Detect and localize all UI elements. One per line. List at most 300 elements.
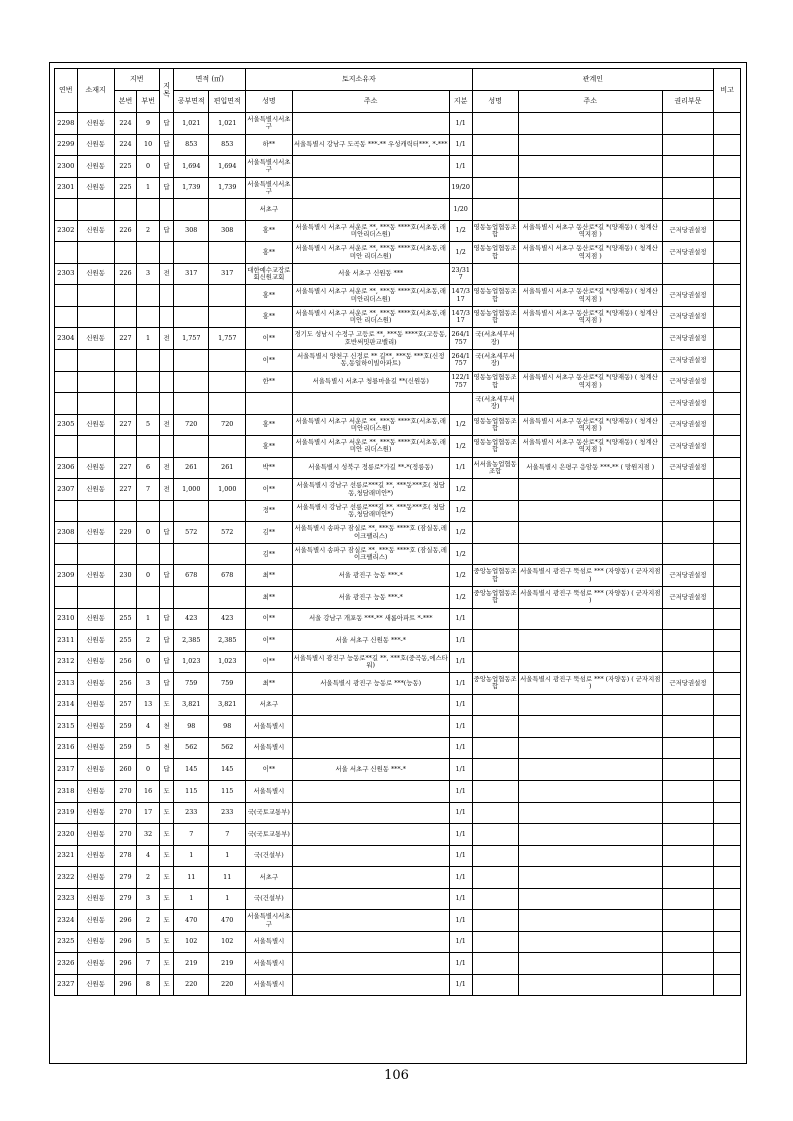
cell-rel-name: 영동농업협동조합	[472, 414, 518, 436]
cell-owner-address	[292, 694, 449, 716]
cell-remarks	[714, 802, 741, 824]
cell-incorporated-area	[209, 587, 246, 609]
cell-land-category: 답	[159, 630, 173, 652]
cell-remarks	[714, 522, 741, 544]
cell-main-no: 230	[114, 565, 137, 587]
cell-share: 1/1	[449, 156, 472, 178]
cell-main-no: 255	[114, 630, 137, 652]
header-land-category: 지목	[159, 69, 173, 113]
cell-rel-right	[662, 759, 713, 781]
cell-rel-name	[472, 824, 518, 846]
cell-row-no: 2322	[55, 867, 78, 889]
cell-rel-address	[518, 910, 662, 932]
cell-row-no	[55, 436, 78, 458]
cell-rel-name: 영동농업협동조합	[472, 220, 518, 242]
cell-location: 신원동	[77, 630, 114, 652]
cell-public-area	[174, 242, 209, 264]
cell-owner-name: 정**	[246, 500, 292, 522]
page-number: 106	[384, 1068, 409, 1083]
cell-remarks	[714, 694, 741, 716]
header-sub-no: 부번	[137, 91, 160, 113]
cell-incorporated-area	[209, 543, 246, 565]
cell-rel-right: 근저당권설정	[662, 350, 713, 372]
cell-owner-address	[292, 845, 449, 867]
cell-rel-address	[518, 694, 662, 716]
cell-owner-address: 서울특별시 성북구 정릉로*가길 **-*(정릉동)	[292, 457, 449, 479]
cell-owner-address	[292, 931, 449, 953]
table-row	[55, 500, 741, 522]
cell-location: 신원동	[77, 457, 114, 479]
cell-rel-name	[472, 910, 518, 932]
cell-rel-address	[518, 113, 662, 135]
cell-rel-name	[472, 113, 518, 135]
cell-land-category	[159, 350, 173, 372]
cell-public-area: 317	[174, 263, 209, 285]
cell-rel-address	[518, 888, 662, 910]
cell-share: 147/317	[449, 285, 472, 307]
cell-main-no	[114, 500, 137, 522]
cell-rel-address: 서울특별시 광진구 뚝섬로 *** (자양동) ( 군자지점 )	[518, 673, 662, 695]
cell-rel-address: 서울특별시 광진구 뚝섬로 *** (자양동) ( 군자지점 )	[518, 565, 662, 587]
cell-incorporated-area	[209, 285, 246, 307]
cell-sub-no	[137, 199, 160, 221]
cell-main-no: 260	[114, 759, 137, 781]
cell-location	[77, 371, 114, 393]
cell-rel-name	[472, 156, 518, 178]
cell-location: 신원동	[77, 673, 114, 695]
cell-main-no	[114, 436, 137, 458]
cell-remarks	[714, 479, 741, 501]
cell-rel-address	[518, 134, 662, 156]
cell-main-no: 256	[114, 651, 137, 673]
cell-owner-name: 서울특별시	[246, 953, 292, 975]
cell-share: 1/1	[449, 953, 472, 975]
cell-owner-name: 서초구	[246, 867, 292, 889]
cell-row-no: 2316	[55, 737, 78, 759]
land-registry-table	[54, 68, 741, 996]
cell-public-area: 308	[174, 220, 209, 242]
cell-incorporated-area	[209, 393, 246, 415]
cell-public-area	[174, 393, 209, 415]
cell-incorporated-area: 233	[209, 802, 246, 824]
cell-owner-address: 경기도 성남시 수정구 고등로 **, ***동 ****호(고등동,호반써밋판교밸리)	[292, 328, 449, 350]
cell-land-category: 도	[159, 953, 173, 975]
cell-share: 1/1	[449, 134, 472, 156]
cell-public-area: 1,000	[174, 479, 209, 501]
table-row	[55, 134, 741, 156]
cell-incorporated-area: 1,021	[209, 113, 246, 135]
cell-main-no: 224	[114, 134, 137, 156]
cell-rel-address	[518, 931, 662, 953]
cell-row-no: 2315	[55, 716, 78, 738]
cell-incorporated-area	[209, 500, 246, 522]
table-row	[55, 673, 741, 695]
table-row	[55, 522, 741, 544]
cell-share: 1/1	[449, 802, 472, 824]
cell-rel-name: 영동농업협동조합	[472, 371, 518, 393]
cell-rel-name: 서서울농업협동조합	[472, 457, 518, 479]
cell-owner-name: 국(국토교통부)	[246, 824, 292, 846]
cell-land-category	[159, 436, 173, 458]
cell-incorporated-area	[209, 350, 246, 372]
cell-remarks	[714, 113, 741, 135]
cell-remarks	[714, 824, 741, 846]
cell-main-no: 225	[114, 177, 137, 199]
cell-share: 1/1	[449, 457, 472, 479]
cell-sub-no: 6	[137, 457, 160, 479]
cell-land-category: 답	[159, 759, 173, 781]
cell-share: 122/1757	[449, 371, 472, 393]
cell-remarks	[714, 436, 741, 458]
cell-incorporated-area: 759	[209, 673, 246, 695]
cell-remarks	[714, 263, 741, 285]
cell-remarks	[714, 500, 741, 522]
cell-owner-address	[292, 199, 449, 221]
cell-rel-address	[518, 953, 662, 975]
cell-land-category: 도	[159, 780, 173, 802]
cell-sub-no	[137, 242, 160, 264]
cell-rel-right: 근저당권설정	[662, 587, 713, 609]
cell-owner-address: 서울 서초구 신원동 ***	[292, 263, 449, 285]
cell-location	[77, 199, 114, 221]
cell-incorporated-area	[209, 242, 246, 264]
table-row	[55, 263, 741, 285]
cell-incorporated-area: 11	[209, 867, 246, 889]
table-row	[55, 953, 741, 975]
cell-public-area	[174, 587, 209, 609]
table-row	[55, 199, 741, 221]
cell-location: 신원동	[77, 737, 114, 759]
cell-rel-right	[662, 479, 713, 501]
cell-owner-name: 서울특별시서초구	[246, 177, 292, 199]
cell-owner-address	[292, 974, 449, 996]
cell-row-no	[55, 393, 78, 415]
cell-remarks	[714, 371, 741, 393]
cell-rel-address: 서울특별시 광진구 뚝섬로 *** (자양동) ( 군자지점 )	[518, 587, 662, 609]
cell-rel-right: 근저당권설정	[662, 414, 713, 436]
cell-location: 신원동	[77, 263, 114, 285]
cell-owner-address	[292, 156, 449, 178]
cell-owner-name: 서울특별시	[246, 780, 292, 802]
cell-remarks	[714, 177, 741, 199]
cell-sub-no: 4	[137, 845, 160, 867]
cell-main-no	[114, 371, 137, 393]
cell-remarks	[714, 285, 741, 307]
cell-rel-right	[662, 543, 713, 565]
cell-owner-address: 서울특별시 서초구 청룡마을길 **(신원동)	[292, 371, 449, 393]
cell-rel-address	[518, 500, 662, 522]
cell-rel-name: 국(서초세무서장)	[472, 350, 518, 372]
cell-rel-address	[518, 780, 662, 802]
cell-location: 신원동	[77, 802, 114, 824]
cell-rel-right	[662, 134, 713, 156]
cell-location: 신원동	[77, 780, 114, 802]
cell-remarks	[714, 737, 741, 759]
cell-row-no: 2327	[55, 974, 78, 996]
cell-public-area	[174, 285, 209, 307]
header-area: 면적 (㎡)	[174, 69, 246, 91]
table-row	[55, 414, 741, 436]
cell-rel-right	[662, 522, 713, 544]
cell-owner-name: 서울특별시서초구	[246, 113, 292, 135]
header-main-no: 본번	[114, 91, 137, 113]
cell-sub-no: 2	[137, 630, 160, 652]
cell-land-category: 도	[159, 867, 173, 889]
cell-row-no: 2320	[55, 824, 78, 846]
cell-row-no: 2319	[55, 802, 78, 824]
cell-remarks	[714, 716, 741, 738]
cell-main-no: 255	[114, 608, 137, 630]
cell-owner-name: 최**	[246, 673, 292, 695]
cell-land-category: 도	[159, 910, 173, 932]
table-row	[55, 759, 741, 781]
cell-row-no: 2317	[55, 759, 78, 781]
cell-remarks	[714, 565, 741, 587]
cell-row-no: 2321	[55, 845, 78, 867]
cell-rel-name: 영동농업협동조합	[472, 436, 518, 458]
cell-share: 1/2	[449, 220, 472, 242]
cell-public-area: 145	[174, 759, 209, 781]
cell-public-area: 102	[174, 931, 209, 953]
cell-public-area: 1	[174, 888, 209, 910]
cell-row-no	[55, 350, 78, 372]
cell-owner-name: 김**	[246, 522, 292, 544]
cell-row-no: 2303	[55, 263, 78, 285]
cell-row-no: 2326	[55, 953, 78, 975]
cell-share: 1/2	[449, 565, 472, 587]
cell-location: 신원동	[77, 694, 114, 716]
cell-row-no	[55, 242, 78, 264]
cell-share: 1/20	[449, 199, 472, 221]
cell-public-area	[174, 500, 209, 522]
cell-land-category	[159, 500, 173, 522]
cell-sub-no: 5	[137, 414, 160, 436]
cell-remarks	[714, 350, 741, 372]
cell-rel-right	[662, 824, 713, 846]
cell-owner-address: 서울특별시 강남구 선릉로***길 **, ***동***호( 청담동,청담래미안*)	[292, 500, 449, 522]
cell-row-no	[55, 500, 78, 522]
cell-owner-address: 서울특별시 송파구 잠실로 **, ***동 ****호 (잠실동,레이크팰리스)	[292, 543, 449, 565]
cell-public-area: 572	[174, 522, 209, 544]
cell-remarks	[714, 888, 741, 910]
cell-row-no: 2325	[55, 931, 78, 953]
table-row	[55, 328, 741, 350]
cell-remarks	[714, 242, 741, 264]
cell-rel-name	[472, 953, 518, 975]
cell-share: 1/1	[449, 824, 472, 846]
cell-owner-address	[292, 802, 449, 824]
table-row	[55, 824, 741, 846]
cell-row-no: 2308	[55, 522, 78, 544]
cell-owner-address	[292, 867, 449, 889]
cell-rel-address	[518, 479, 662, 501]
cell-public-area: 1,023	[174, 651, 209, 673]
cell-row-no: 2318	[55, 780, 78, 802]
header-owner-address: 주소	[292, 91, 449, 113]
cell-rel-name	[472, 780, 518, 802]
cell-land-category: 답	[159, 651, 173, 673]
cell-incorporated-area: 98	[209, 716, 246, 738]
cell-rel-address: 서울특별시 서초구 동산로*길 *(양재동) ( 청계산역지점 )	[518, 436, 662, 458]
cell-share: 1/1	[449, 780, 472, 802]
cell-row-no: 2300	[55, 156, 78, 178]
cell-location: 신원동	[77, 759, 114, 781]
cell-rel-right	[662, 802, 713, 824]
cell-location: 신원동	[77, 910, 114, 932]
cell-rel-name	[472, 199, 518, 221]
cell-location: 신원동	[77, 845, 114, 867]
cell-remarks	[714, 931, 741, 953]
cell-row-no: 2306	[55, 457, 78, 479]
cell-share: 1/1	[449, 694, 472, 716]
cell-owner-name: 서초구	[246, 694, 292, 716]
table-row	[55, 867, 741, 889]
cell-rel-name	[472, 522, 518, 544]
cell-main-no	[114, 587, 137, 609]
cell-main-no: 296	[114, 910, 137, 932]
cell-owner-address: 서울특별시 광진구 능동로**길 **, ***호(중곡동,에스타워)	[292, 651, 449, 673]
cell-owner-address: 서울특별시 서초구 서운로 **, ***동 ****호(서초동,래미안리더스원)	[292, 414, 449, 436]
cell-public-area: 261	[174, 457, 209, 479]
cell-share: 1/1	[449, 974, 472, 996]
cell-owner-address	[292, 737, 449, 759]
cell-land-category: 답	[159, 113, 173, 135]
cell-sub-no: 5	[137, 737, 160, 759]
cell-rel-address	[518, 350, 662, 372]
cell-rel-address	[518, 651, 662, 673]
cell-land-category: 도	[159, 845, 173, 867]
cell-remarks	[714, 393, 741, 415]
cell-sub-no	[137, 543, 160, 565]
cell-sub-no: 4	[137, 716, 160, 738]
cell-share: 264/1757	[449, 328, 472, 350]
cell-remarks	[714, 630, 741, 652]
cell-owner-address	[292, 780, 449, 802]
cell-rel-address	[518, 608, 662, 630]
cell-rel-address	[518, 543, 662, 565]
cell-rel-right	[662, 974, 713, 996]
cell-owner-address: 서울 광진구 능동 ***-*	[292, 587, 449, 609]
cell-owner-name: 서초구	[246, 199, 292, 221]
cell-land-category: 전	[159, 328, 173, 350]
cell-main-no	[114, 285, 137, 307]
cell-sub-no: 17	[137, 802, 160, 824]
cell-share: 1/1	[449, 608, 472, 630]
cell-location: 신원동	[77, 931, 114, 953]
cell-sub-no	[137, 587, 160, 609]
cell-rel-name	[472, 479, 518, 501]
cell-rel-address: 서울특별시 서초구 동산로*길 *(양재동) ( 청계산역지점 )	[518, 306, 662, 328]
cell-main-no: 227	[114, 328, 137, 350]
cell-owner-address: 서울특별시 서초구 서운로 **, ***동 ****호(서초동,래미안리더스원)	[292, 285, 449, 307]
cell-incorporated-area: 2,385	[209, 630, 246, 652]
cell-land-category: 도	[159, 974, 173, 996]
cell-main-no	[114, 306, 137, 328]
cell-land-category	[159, 587, 173, 609]
cell-sub-no: 16	[137, 780, 160, 802]
cell-owner-name: 국(건설부)	[246, 888, 292, 910]
cell-public-area	[174, 350, 209, 372]
cell-rel-address: 서울특별시 서초구 동산로*길 *(양재동) ( 청계산역지점 )	[518, 220, 662, 242]
cell-rel-address	[518, 177, 662, 199]
cell-main-no: 270	[114, 802, 137, 824]
cell-public-area: 853	[174, 134, 209, 156]
cell-land-category: 전	[159, 263, 173, 285]
cell-incorporated-area: 1,694	[209, 156, 246, 178]
cell-land-category: 답	[159, 134, 173, 156]
cell-rel-name	[472, 802, 518, 824]
cell-row-no: 2298	[55, 113, 78, 135]
cell-remarks	[714, 156, 741, 178]
cell-main-no	[114, 543, 137, 565]
cell-owner-address	[292, 910, 449, 932]
cell-main-no	[114, 350, 137, 372]
cell-row-no: 2307	[55, 479, 78, 501]
cell-main-no: 279	[114, 867, 137, 889]
cell-public-area: 2,385	[174, 630, 209, 652]
table-row	[55, 608, 741, 630]
cell-rel-right	[662, 716, 713, 738]
cell-location: 신원동	[77, 651, 114, 673]
cell-share: 1/1	[449, 716, 472, 738]
cell-owner-name: 최**	[246, 587, 292, 609]
cell-land-category: 도	[159, 802, 173, 824]
cell-owner-name: 최**	[246, 565, 292, 587]
cell-incorporated-area: 115	[209, 780, 246, 802]
cell-rel-address	[518, 522, 662, 544]
cell-share: 1/1	[449, 845, 472, 867]
cell-share: 1/2	[449, 543, 472, 565]
cell-location: 신원동	[77, 608, 114, 630]
cell-rel-name	[472, 543, 518, 565]
table-row	[55, 716, 741, 738]
cell-remarks	[714, 953, 741, 975]
cell-owner-address	[292, 716, 449, 738]
cell-public-area: 220	[174, 974, 209, 996]
cell-rel-right	[662, 694, 713, 716]
cell-sub-no	[137, 306, 160, 328]
cell-land-category: 답	[159, 220, 173, 242]
cell-remarks	[714, 414, 741, 436]
cell-rel-address	[518, 199, 662, 221]
cell-remarks	[714, 780, 741, 802]
cell-rel-right	[662, 500, 713, 522]
cell-rel-address	[518, 759, 662, 781]
cell-land-category: 도	[159, 824, 173, 846]
cell-main-no: 225	[114, 156, 137, 178]
cell-main-no: 270	[114, 824, 137, 846]
cell-rel-name	[472, 867, 518, 889]
cell-public-area: 678	[174, 565, 209, 587]
cell-sub-no: 0	[137, 156, 160, 178]
cell-location: 신원동	[77, 479, 114, 501]
cell-sub-no: 2	[137, 910, 160, 932]
cell-rel-right: 근저당권설정	[662, 242, 713, 264]
cell-row-no: 2313	[55, 673, 78, 695]
cell-sub-no: 2	[137, 220, 160, 242]
cell-owner-address: 서울특별시 양천구 신정로 ** 길**, ***동 ***호(신정동,동일하이빌아파트)	[292, 350, 449, 372]
cell-incorporated-area: 3,821	[209, 694, 246, 716]
cell-owner-name: 한**	[246, 371, 292, 393]
cell-location: 신원동	[77, 134, 114, 156]
cell-remarks	[714, 845, 741, 867]
cell-public-area: 219	[174, 953, 209, 975]
cell-location: 신원동	[77, 220, 114, 242]
cell-incorporated-area: 853	[209, 134, 246, 156]
cell-public-area	[174, 199, 209, 221]
cell-sub-no: 1	[137, 328, 160, 350]
cell-remarks	[714, 608, 741, 630]
